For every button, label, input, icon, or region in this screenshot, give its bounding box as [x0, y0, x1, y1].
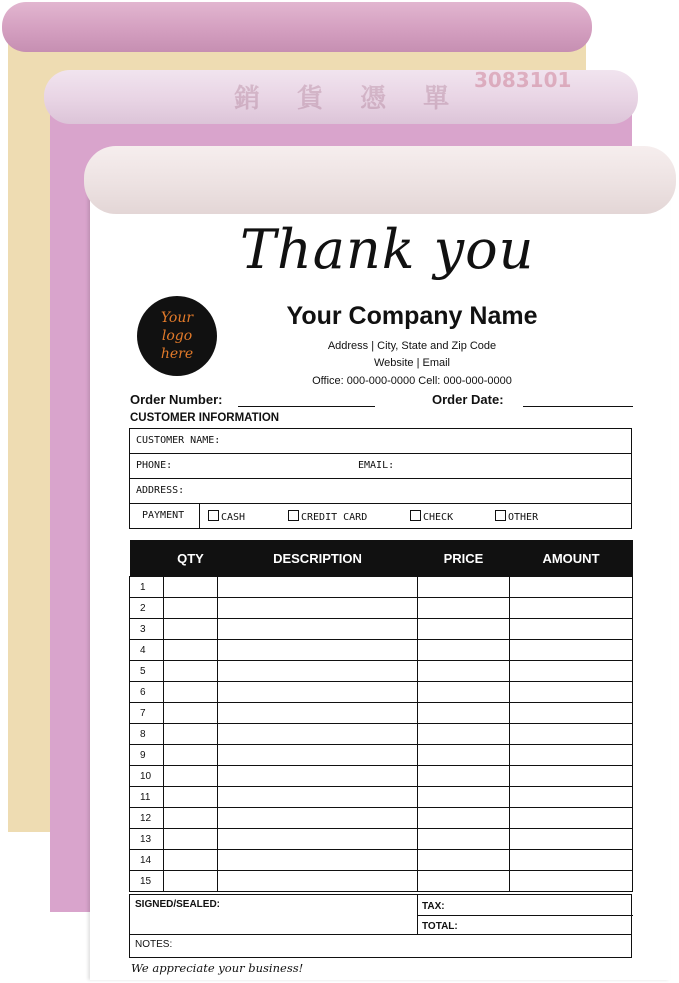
qty-cell[interactable]	[164, 766, 218, 787]
company-address: Address | City, State and Zip Code	[327, 340, 497, 352]
payment-option-credit-card[interactable]	[288, 510, 367, 523]
row-number: 3	[130, 619, 164, 640]
price-cell[interactable]	[418, 640, 510, 661]
qty-cell[interactable]	[164, 808, 218, 829]
customer-info-box	[129, 428, 632, 529]
description-cell[interactable]	[218, 577, 418, 598]
row-number: 14	[130, 850, 164, 871]
table-row	[130, 766, 633, 787]
signed-sealed-label: SIGNED/SEALED:	[135, 899, 221, 910]
order-number-field[interactable]	[238, 406, 375, 407]
column-header-amount: AMOUNT	[510, 540, 633, 577]
amount-cell[interactable]	[510, 871, 633, 892]
price-cell[interactable]	[418, 787, 510, 808]
price-cell[interactable]	[418, 871, 510, 892]
description-cell[interactable]	[218, 829, 418, 850]
price-cell[interactable]	[418, 745, 510, 766]
qty-cell[interactable]	[164, 661, 218, 682]
description-cell[interactable]	[218, 871, 418, 892]
logo-line: here	[160, 346, 194, 362]
qty-cell[interactable]	[164, 682, 218, 703]
qty-cell[interactable]	[164, 787, 218, 808]
table-row	[130, 577, 633, 598]
checkbox-icon[interactable]	[288, 510, 299, 521]
checkbox-icon[interactable]	[208, 510, 219, 521]
address-row[interactable]	[130, 479, 631, 504]
amount-cell[interactable]	[510, 787, 633, 808]
row-number: 6	[130, 682, 164, 703]
order-date-label: Order Date:	[432, 392, 504, 407]
total-label: TOTAL:	[422, 921, 458, 932]
thank-you-title: Thank you	[240, 218, 535, 281]
price-cell[interactable]	[418, 598, 510, 619]
table-row	[130, 787, 633, 808]
description-cell[interactable]	[218, 808, 418, 829]
checkbox-icon[interactable]	[410, 510, 421, 521]
qty-cell[interactable]	[164, 640, 218, 661]
order-date-field[interactable]	[523, 406, 633, 407]
amount-cell[interactable]	[510, 850, 633, 871]
amount-cell[interactable]	[510, 619, 633, 640]
amount-cell[interactable]	[510, 745, 633, 766]
description-cell[interactable]	[218, 724, 418, 745]
amount-cell[interactable]	[510, 724, 633, 745]
table-row	[130, 661, 633, 682]
table-row	[130, 829, 633, 850]
qty-cell[interactable]	[164, 829, 218, 850]
customer-info-title: CUSTOMER INFORMATION	[130, 412, 280, 424]
qty-cell[interactable]	[164, 850, 218, 871]
table-row	[130, 619, 633, 640]
amount-cell[interactable]	[510, 766, 633, 787]
price-cell[interactable]	[418, 724, 510, 745]
pink-roll-top	[2, 2, 592, 52]
row-number: 12	[130, 808, 164, 829]
amount-cell[interactable]	[510, 661, 633, 682]
price-cell[interactable]	[418, 808, 510, 829]
table-row	[130, 703, 633, 724]
row-number: 9	[130, 745, 164, 766]
notes-label: NOTES:	[135, 939, 173, 950]
payment-option-cash[interactable]	[208, 510, 245, 523]
qty-cell[interactable]	[164, 745, 218, 766]
row-number: 8	[130, 724, 164, 745]
items-table	[129, 540, 633, 892]
row-number: 11	[130, 787, 164, 808]
amount-cell[interactable]	[510, 577, 633, 598]
table-row	[130, 850, 633, 871]
logo-line: logo	[161, 328, 193, 344]
qty-cell[interactable]	[164, 577, 218, 598]
table-row	[130, 598, 633, 619]
table-row	[130, 724, 633, 745]
description-cell[interactable]	[218, 766, 418, 787]
description-cell[interactable]	[218, 703, 418, 724]
row-number: 4	[130, 640, 164, 661]
payment-label: PAYMENT	[142, 510, 185, 521]
footer-box	[129, 894, 632, 958]
price-cell[interactable]	[418, 682, 510, 703]
payment-option-label: OTHER	[508, 512, 539, 523]
company-name: Your Company Name	[286, 302, 538, 330]
email-label: EMAIL:	[358, 460, 395, 471]
customer-name-label: CUSTOMER NAME:	[136, 435, 221, 446]
amount-cell[interactable]	[510, 829, 633, 850]
row-number: 13	[130, 829, 164, 850]
qty-cell[interactable]	[164, 598, 218, 619]
table-row	[130, 871, 633, 892]
qty-cell[interactable]	[164, 619, 218, 640]
description-cell[interactable]	[218, 745, 418, 766]
price-cell[interactable]	[418, 850, 510, 871]
checkbox-icon[interactable]	[495, 510, 506, 521]
row-number: 1	[130, 577, 164, 598]
company-phones: Office: 000-000-0000 Cell: 000-000-0000	[312, 375, 512, 387]
column-header	[130, 540, 164, 577]
table-row	[130, 640, 633, 661]
amount-cell[interactable]	[510, 808, 633, 829]
price-cell[interactable]	[418, 577, 510, 598]
description-cell[interactable]	[218, 682, 418, 703]
column-header-qty: QTY	[164, 540, 218, 577]
payment-option-label: CASH	[221, 512, 246, 523]
faint-serial-number: 3083101	[474, 68, 572, 92]
description-cell[interactable]	[218, 598, 418, 619]
payment-option-check[interactable]	[410, 510, 453, 523]
description-cell[interactable]	[218, 661, 418, 682]
description-cell[interactable]	[218, 850, 418, 871]
payment-option-label: CHECK	[423, 512, 454, 523]
amount-cell[interactable]	[510, 598, 633, 619]
column-header-price: PRICE	[418, 540, 510, 577]
company-website: Website | Email	[373, 357, 450, 369]
qty-cell[interactable]	[164, 871, 218, 892]
lavender-roll-top	[44, 70, 638, 124]
table-row	[130, 745, 633, 766]
qty-cell[interactable]	[164, 703, 218, 724]
payment-option-label: CREDIT CARD	[301, 512, 368, 523]
faint-form-title: 銷 貨 憑 單	[234, 84, 464, 114]
price-cell[interactable]	[418, 619, 510, 640]
row-number: 15	[130, 871, 164, 892]
row-number: 2	[130, 598, 164, 619]
tax-label: TAX:	[422, 901, 445, 912]
order-number-label: Order Number:	[130, 392, 223, 407]
payment-option-other[interactable]	[495, 510, 538, 523]
row-number: 5	[130, 661, 164, 682]
table-row	[130, 682, 633, 703]
price-cell[interactable]	[418, 703, 510, 724]
amount-cell[interactable]	[510, 703, 633, 724]
table-row	[130, 808, 633, 829]
row-number: 10	[130, 766, 164, 787]
logo-placeholder	[137, 296, 217, 376]
price-cell[interactable]	[418, 661, 510, 682]
customer-name-row[interactable]	[130, 429, 631, 454]
amount-cell[interactable]	[510, 682, 633, 703]
phone-email-row[interactable]	[130, 454, 631, 479]
table-header-row	[130, 540, 633, 577]
logo-line: Your	[160, 310, 194, 326]
amount-cell[interactable]	[510, 640, 633, 661]
row-number: 7	[130, 703, 164, 724]
description-cell[interactable]	[218, 787, 418, 808]
price-cell[interactable]	[418, 829, 510, 850]
white-roll-top	[84, 146, 676, 214]
phone-label: PHONE:	[136, 460, 173, 471]
description-cell[interactable]	[218, 619, 418, 640]
payment-row	[130, 504, 631, 529]
address-label: ADDRESS:	[136, 485, 185, 496]
qty-cell[interactable]	[164, 724, 218, 745]
column-header-description: DESCRIPTION	[218, 540, 418, 577]
payment-label-cell	[130, 504, 200, 529]
price-cell[interactable]	[418, 766, 510, 787]
closing-message: We appreciate your business!	[131, 961, 304, 975]
divider	[417, 915, 633, 916]
description-cell[interactable]	[218, 640, 418, 661]
